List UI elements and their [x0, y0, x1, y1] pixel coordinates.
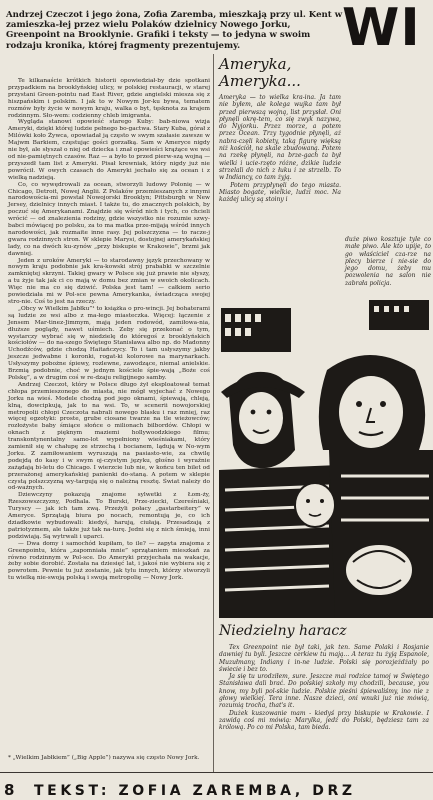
folk-woodcut-illustration: [219, 300, 433, 618]
page-number: 8: [4, 781, 15, 799]
ameryka-continuation: duże piwo kosztuje tyle co małe piwo. Ale kto upije, to go właściciel cza-rze na plecy bierze i nie-sie do jego domu, żeby mu pozwolenia na salon nie zabrała policja.: [345, 236, 431, 287]
article-paragraph: Dziewczyny pokazują znajome sylwetki z Łom-ży, Rzeszowszczyzny, Podhala. To Burski, Prze-ziecki, Czereśniaki, Turyscy — jak ich tam zwą. Przeżyli połacy „gastarbeitery” w Ameryce. Sprzątają biura po nocach, remontują je, co ich dziadkowie wybudowali: kiedyś, harują, ciułają. Przesadzają z patriotyzmem, ale także już tak na-turę. Jedni się z nich śmieją, inni podziwiają. Są wytrwali i uparci.: [8, 492, 210, 540]
article-paragraph: Co, co wywędrowali za ocean, stworzyli ludowy Polonię — w Chicago, Detroit, Nowej Anglii. Z Polaków przemieszanych z innymi narodowościa-mi powstał Nowojorski Brooklyn; Pittsburgh w New Jersey, dzielnicy innych miast. I także tu, do znacznych polskich, by poczuć się Amerykanami. Znajdzie się wśród nich i tych, co chcieli wrócić — od znalezienia rodziny, gdzie wszystko nie rozumie szwy-babci mówiącej po polsku, za to ma matka prze-mijają wśród innych narodowości, jak rozmaite inne rasy. Jej polszczyzna — to racze-j gwara rodzinnych stron. W sklepie Marysi, dostojnej amerykańskiej lady, co na dwóch ku-zynów „przy biskupie w Krakowie”, brzmi jak dawniej.: [8, 181, 210, 257]
niedzielny-heading: Niedzielny haracz: [219, 623, 347, 639]
lead-paragraph: Andrzej Czeczot i jego żona, Zofia Zaremba, mieszkają przy ul. Kent w zamieszka-łej przez wielu Polaków dzielnicy Nowego Jorku, Greenpoint na Brooklynie. Grafiki i teksty — to jedyna w swoim rodzaju kronika, której fragmenty prezentujemy.: [6, 10, 343, 51]
story-paragraph: Ja się tu urodziłem, sure. Jeszcze mai rodzice tamoj w Świętego Stanisława dali brać. Do polskiej szkoły my chodzili, because, you know, my byli pol-skie ludzie. Polskie pieśni śpiewaliśmy, ino nie z głowy wielkiej. Tera inne. Nasze dzieci, oni wnuki już nie mówią, rozumią trocha, that's it.: [219, 673, 429, 710]
story-paragraph: Tex Greenpoint nie był taki, jak ten. Same Polaki i Rosjanie dawniej tu byli. Jeszcze cerkiew tu mają... A teraz tu żyją Espanole, Muzułmany, Indiany i in-ne ludzie. Polski się porozjeżdżały po świecie i bez to.: [219, 644, 429, 673]
article-paragraph: „Obcy w Wielkim Jabłku”¹ to książka o pro-wincji. Jej bohaterami są ludzie ze wsi albo z ma-łego miasteczka. Więcej: łączenie z Jensem Mar-tinez-Jimmym, mają jeden rodowód, zamiłowa-nia, dłuższe poglądy, nawet uśmiech. Zeby się przekonać o tym, wystarczy wybrać się w niedzielę do któregoś z brooklyńskich kościołów — do na-szego Świętego Stanisława albo np. do Madonny Uchodźców, gdzie chodzą Haitańczycy. To i tam usłyszymy jakby jeszcze jedwabne i koronki, rogat-ki kolorowe na marynarkach. Usłyszymy pobożne śpiewy, rozlewne, zawodzące, niemal anielskie. Brzmią podobnie, choć w jednym kościele śpie-wają „Boże coś Polskę”, a w drugim coś w re-dzaju religijnego samby.: [8, 305, 210, 381]
article-paragraph: Andrzej Czeczot, który w Polsce długo żył eksploatował temat chłopa przemieszonego do miasta, nie mógł wyjechać z Nowego Jorku na wieś. Modele chodzą pod jego oknami, śpiewają, chleją, klną, dowcipkują, jak to na wsi. To, w scenerii nowojorskiej metropolii chłopi Czeczota nabrali nowego blasku i raz mniej, raz więcej egzotyki: proste, grube ciosane twarze na tle wieżowców; rozłożyste baby śmiące słońce o milionach bilbordów. Chłopi w oknach z pięknym maziemi hollywoodzkiego filmu; transkontynentalny samo-lot wypełniony wieśniakami, który zamienił się w chałupę ze strzechą i bocianem, lądują w No-wym Jorku. Z zamiłowaniem wyruszają na pasiasto-wie, za chwilę podejdą do kasy i w swym oj-czystym języku, głośno i wyraźnie zażądają bi-letu do Chicago. I wierzcie lub nie, w końcu ten bilet od przerażonej amerykańskiej panienki do-staną. A potem w sklepie czystą polszczyzną wy-targują się o należną resztę. Świat należy do od-ważnych.: [8, 381, 210, 492]
masthead-fragment: WI: [342, 4, 421, 52]
article-paragraph: Te kilkanaście krótkich historii opowiedział-by dzie spotkani przypadkiem na brooklyńskiej ulicy, w polskiej restauracji, w starej przystani Green-pointu nad East River, gdzie angielski miesza się z hiszpańskim i polskim. I jak to w Nowym Jor-ku bywa, tematem rozmów były życie w nowym kraju, walka o byt, tęsknota za krajem rodzinnym. Sło-wem: codzienny chleb imigranta.: [8, 78, 210, 119]
column-divider: [213, 54, 214, 772]
footer-rule: [0, 772, 433, 773]
ameryka-text: Ameryka — to wielka kra-ina. Ja tam nie byłem, ale kolega wujka tam był przed pierwszą wojną, list przysłał. Oni płynęli okrę-tem, co się zwyk nazywa, do Nyjorku. Przez morze, a potem przez Ocean. Trzy tygodnie płynęli, aż nabra-częli kobiety, taką figurę więksą niż kościół, na skale zbudowaną. Potem na rzekę płynęli, na brze-gach ta był wielki i ucie-rzęto różne, dzikie ludzie strzelali do nich z łuku i ze strzelb. To w Indiancy, co tam żyją.: [219, 94, 341, 182]
main-article-column: [8, 78, 210, 582]
niedzielny-story: [219, 644, 429, 732]
ameryka-heading: Ameryka, Ameryka...: [219, 55, 301, 90]
story-paragraph: Dużek kuszowanie mam - kiedyś przy biskupie w Krakowie. I zawidą coś mi mówią: Marylka, jedź do Polski, będziesz tam za królową. Po co mi Polska, tam bieda.: [219, 709, 429, 732]
article-paragraph: Jeden z uroków Ameryki — to starodawny język przechowany w nowym kraju podobnie jak kra-kowski strój prababki w szczelnie zamkniętej skrzyni. Takiej gwary w Polsce się już prawie nie słyszy, a tu żyje tak jak ci co mają w domu bez zmian w swoich okolicach. Więc nie ma co się dziwić. Polska jest tam! — całkiem serio powiedziała mi w Pol-sce pewna Amerykanka, świadcząca swojej stro-nie. Coś to jest na rzeczy.: [8, 257, 210, 305]
article-paragraph: — Dwa domy i samochód kupiłam, to ile? — zapyta znajoma z Greenpointu, która „zapomniała mnie” sprzątaniem mieszkań za równo rodzinnym w Pol-sce. Do Ameryki przyjechała na wakacje, żeby sobie dorobić. Została na dziesięć lat, i jakoś nie wybiera się z powrotem. Pewnie tu już zostanie, jak tylu innych, którzy stworzyli tu wielką nie-swoją polską i swoją metropolię — Nowy Jork.: [8, 540, 210, 582]
footnote: * „Wielkim Jabłkiem” („Big Apple”) nazywa się często Nowy Jork.: [8, 755, 200, 761]
ameryka-text: Potem przypłynęli do tego miasta. Miasto bogate, wielkie, ludzi moc. Na każdej ulicy są stoiny i: [219, 181, 341, 204]
page-footer: [4, 780, 433, 800]
ameryka-story: [219, 94, 341, 203]
author-credit: TEKST: ZOFIA ZAREMBA, DRZ: [34, 783, 356, 799]
article-paragraph: Wygląda stanowi opowieść starego Kuby: bab-niowa wizja Ameryki, dzięki której ludzie pełnego bo-gactwa. Stary Kuba, górał z Milówki koło Żywca, opowiadał ją często w swym szałasie zawsze w Majwm Barkiem, częstując gości gorzałką. Sam w Ameryce nigdy nie był, ale słyszał o niej od dziecka i znał opowieści krążące we wsi od nie-pamiętnych czasów. Raz — a było to przed pierw-szą wojną — przyszedł tam list z Ameryki. Pisał krewniak, który nigdy już nie powrócił. W owych czasach do Ameryki jechało się za ocean i z wielką nadzieją.: [8, 119, 210, 181]
